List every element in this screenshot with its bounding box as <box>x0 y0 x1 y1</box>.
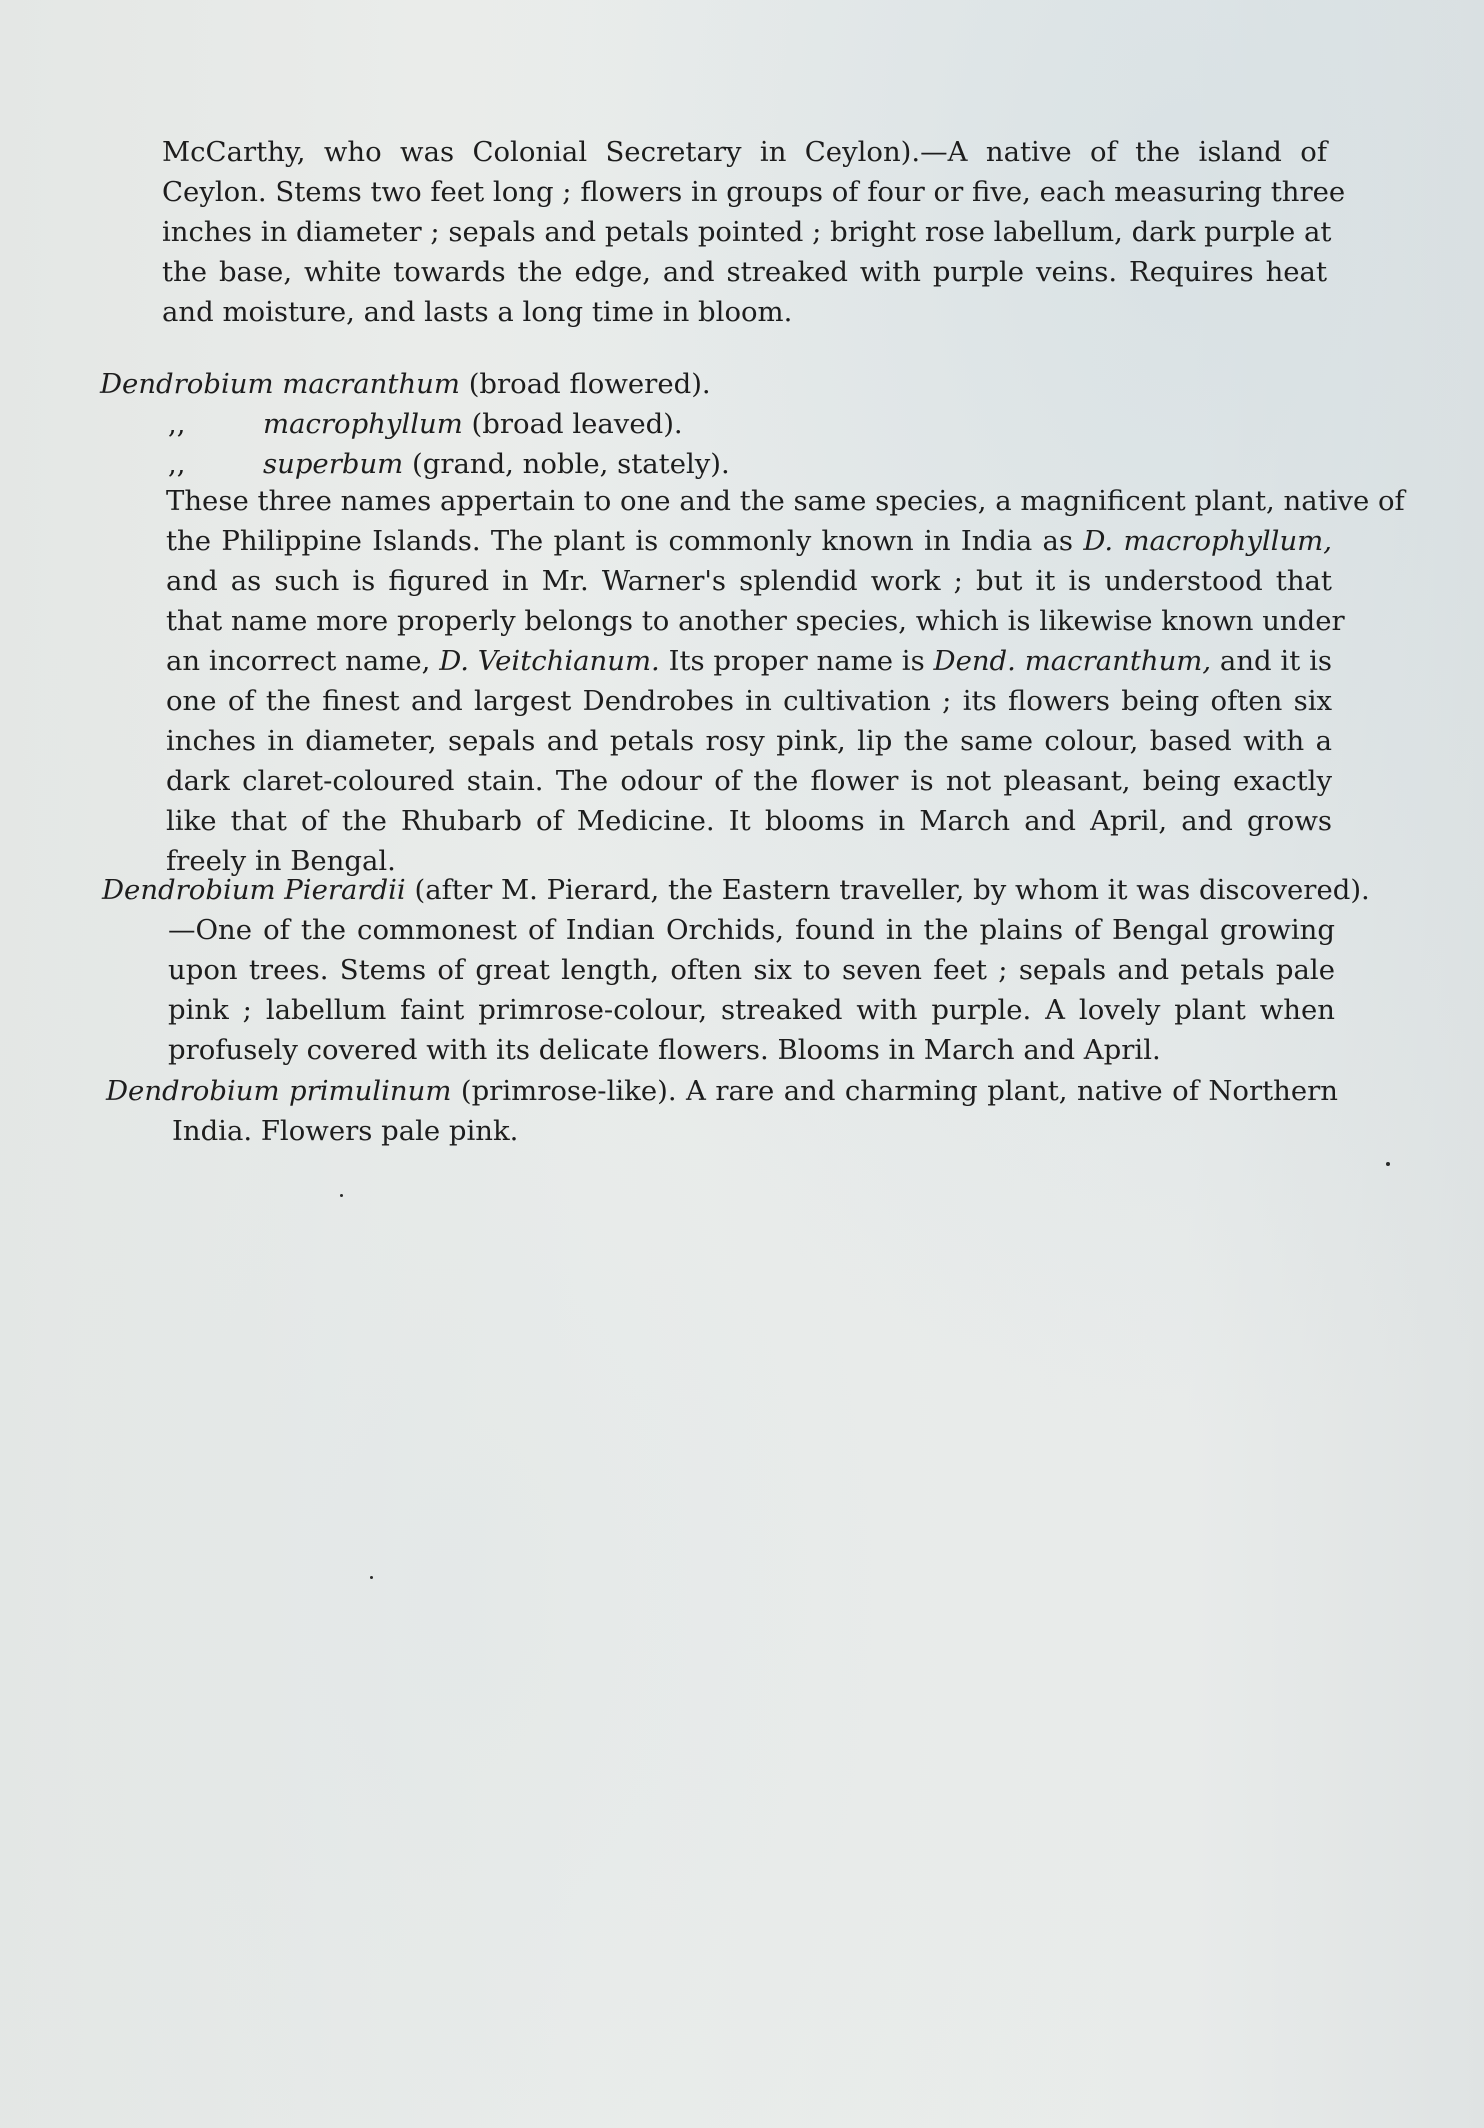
text-line: inches in diameter, sepals and petals rosy pink, lip the same colour, based with a <box>166 725 1332 757</box>
text-line: profusely covered with its delicate flowers. Blooms in March and April. <box>168 1034 1161 1066</box>
text-line: one of the finest and largest Dendrobes in cultivation ; its flowers being often six <box>166 685 1332 717</box>
species-name: Dendrobium Pierardii <box>102 874 406 906</box>
paragraph-macranthum-body <box>166 481 1405 881</box>
text-run: (after M. Pierard, the Eastern traveller, by whom it was discovered). <box>405 874 1370 906</box>
text-run: (primrose-like). A rare and charming plant, native of Northern <box>451 1075 1338 1107</box>
synonym-gloss: (broad leaved). <box>462 408 683 440</box>
text-line: upon trees. Stems of great length, often six to seven feet ; sepals and petals pale <box>168 954 1335 986</box>
text-run: the Philippine Islands. The plant is commonly known in India as <box>166 525 1084 557</box>
synonym-gloss: (grand, noble, stately). <box>403 448 730 480</box>
species-name: Dend. macranthum, <box>933 645 1212 677</box>
paragraph-primulinum-body <box>172 1111 1338 1151</box>
paragraph-mccarthy <box>162 132 1346 332</box>
entry-macranthum <box>100 364 1330 484</box>
text-line: pink ; labellum faint primrose-colour, streaked with purple. A lovely plant when <box>168 994 1335 1026</box>
entry-pierardii <box>102 870 1370 910</box>
ditto-mark: ,, <box>168 448 186 480</box>
paper-speck <box>340 1194 343 1197</box>
synonym-name: macrophyllum <box>263 408 463 440</box>
species-name: Dendrobium primulinum <box>106 1075 452 1107</box>
text-line: —One of the commonest of Indian Orchids, found in the plains of Bengal growing <box>168 914 1335 946</box>
synonym-name: superbum <box>263 448 404 480</box>
species-name: Dendrobium macranthum <box>100 368 460 400</box>
entry-primulinum <box>106 1071 1338 1111</box>
text-line: the base, white towards the edge, and streaked with purple veins. Requires heat <box>162 256 1327 288</box>
text-line: that name more properly belongs to another species, which is likewise known under <box>166 605 1345 637</box>
text-run: an incorrect name, <box>166 645 440 677</box>
text-run: and it is <box>1211 645 1332 677</box>
paper-speck <box>370 1576 373 1579</box>
text-run: Its proper name is <box>659 645 934 677</box>
species-name: D. macrophyllum, <box>1083 525 1332 557</box>
text-line: McCarthy, who was Colonial Secretary in Ceylon).—A native of the island of <box>162 136 1327 168</box>
paragraph-pierardii-body <box>168 910 1335 1070</box>
text-line <box>166 521 1332 561</box>
text-line: and as such is figured in Mr. Warner's splendid work ; but it is understood that <box>166 565 1332 597</box>
text-line <box>166 641 1332 681</box>
text-line: Ceylon. Stems two feet long ; flowers in groups of four or five, each measuring three <box>162 176 1346 208</box>
ditto-mark: ,, <box>168 408 186 440</box>
synonym-line <box>100 404 1330 444</box>
species-gloss: (broad flowered). <box>459 368 711 400</box>
entry-heading <box>102 870 1370 910</box>
text-line: inches in diameter ; sepals and petals pointed ; bright rose labellum, dark purple at <box>162 216 1332 248</box>
text-line: India. Flowers pale pink. <box>172 1115 519 1147</box>
text-line: freely in Bengal. <box>166 845 396 877</box>
synonym-line <box>100 444 1330 484</box>
text-line: dark claret-coloured stain. The odour of the flower is not pleasant, being exactly <box>166 765 1332 797</box>
paper-speck <box>1386 1162 1390 1166</box>
species-name: D. Veitchianum. <box>439 645 660 677</box>
text-line: These three names appertain to one and the same species, a magnificent plant, native of <box>166 485 1405 517</box>
text-line: like that of the Rhubarb of Medicine. It blooms in March and April, and grows <box>166 805 1332 837</box>
text-line: and moisture, and lasts a long time in bloom. <box>162 296 793 328</box>
entry-heading <box>106 1071 1338 1111</box>
entry-heading <box>100 364 1330 404</box>
